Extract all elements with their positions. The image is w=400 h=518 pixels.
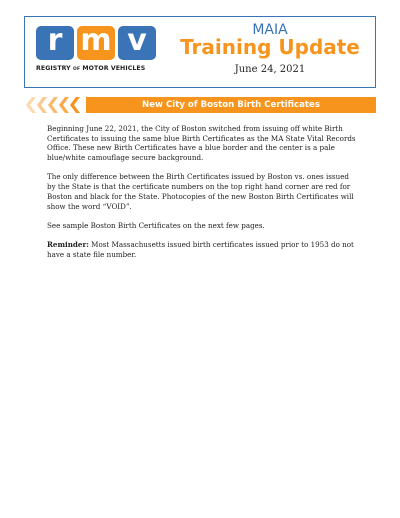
section-banner: New City of Boston Birth Certificates: [86, 97, 376, 113]
logo-letter-r: r: [36, 26, 74, 60]
chevron-icon: [37, 97, 47, 113]
logo-sub-registry: REGISTRY: [36, 65, 71, 72]
chevron-icon: [26, 97, 36, 113]
logo-subtitle: [36, 65, 164, 72]
chevron-icon: [59, 97, 69, 113]
banner-chevrons: [26, 97, 80, 113]
logo-letter-m: m: [77, 26, 115, 60]
logo-letters: [36, 23, 164, 60]
paragraph-intro: Beginning June 22, 2021, the City of Boston switched from issuing off white Birth Certificates to issuing the same blue Birth Certificates as the MA State Vital Records Office. These new Birth Certificates have a blue border and the center is a pale blue/white camouflage secure background.: [47, 124, 356, 163]
paragraph-difference: The only difference between the Birth Certificates issued by Boston vs. ones issued by the State is that the certificate numbers on the top right hand corner are red for Boston and black for the State. Photocopies of the new Boston Birth Certificates will show the word “VOID”.: [47, 172, 354, 211]
org-name: MAIA: [252, 22, 288, 38]
logo-sub-motor-vehicles: MOTOR VEHICLES: [82, 65, 146, 72]
page-title: Training Update: [180, 35, 360, 59]
body-content: [47, 124, 357, 269]
rmv-logo: [36, 23, 164, 72]
reminder-label: Reminder:: [47, 240, 89, 250]
chevron-icon: [70, 97, 80, 113]
issue-date: June 24, 2021: [234, 64, 306, 75]
paragraph-reminder: [47, 240, 357, 259]
logo-letter-v: v: [118, 26, 156, 60]
reminder-text: Most Massachusetts issued birth certificates issued prior to 1953 do not have a state file number.: [47, 240, 354, 259]
logo-sub-of: OF: [73, 67, 81, 72]
chevron-icon: [48, 97, 58, 113]
paragraph-see-samples: See sample Boston Birth Certificates on the next few pages.: [47, 220, 265, 230]
